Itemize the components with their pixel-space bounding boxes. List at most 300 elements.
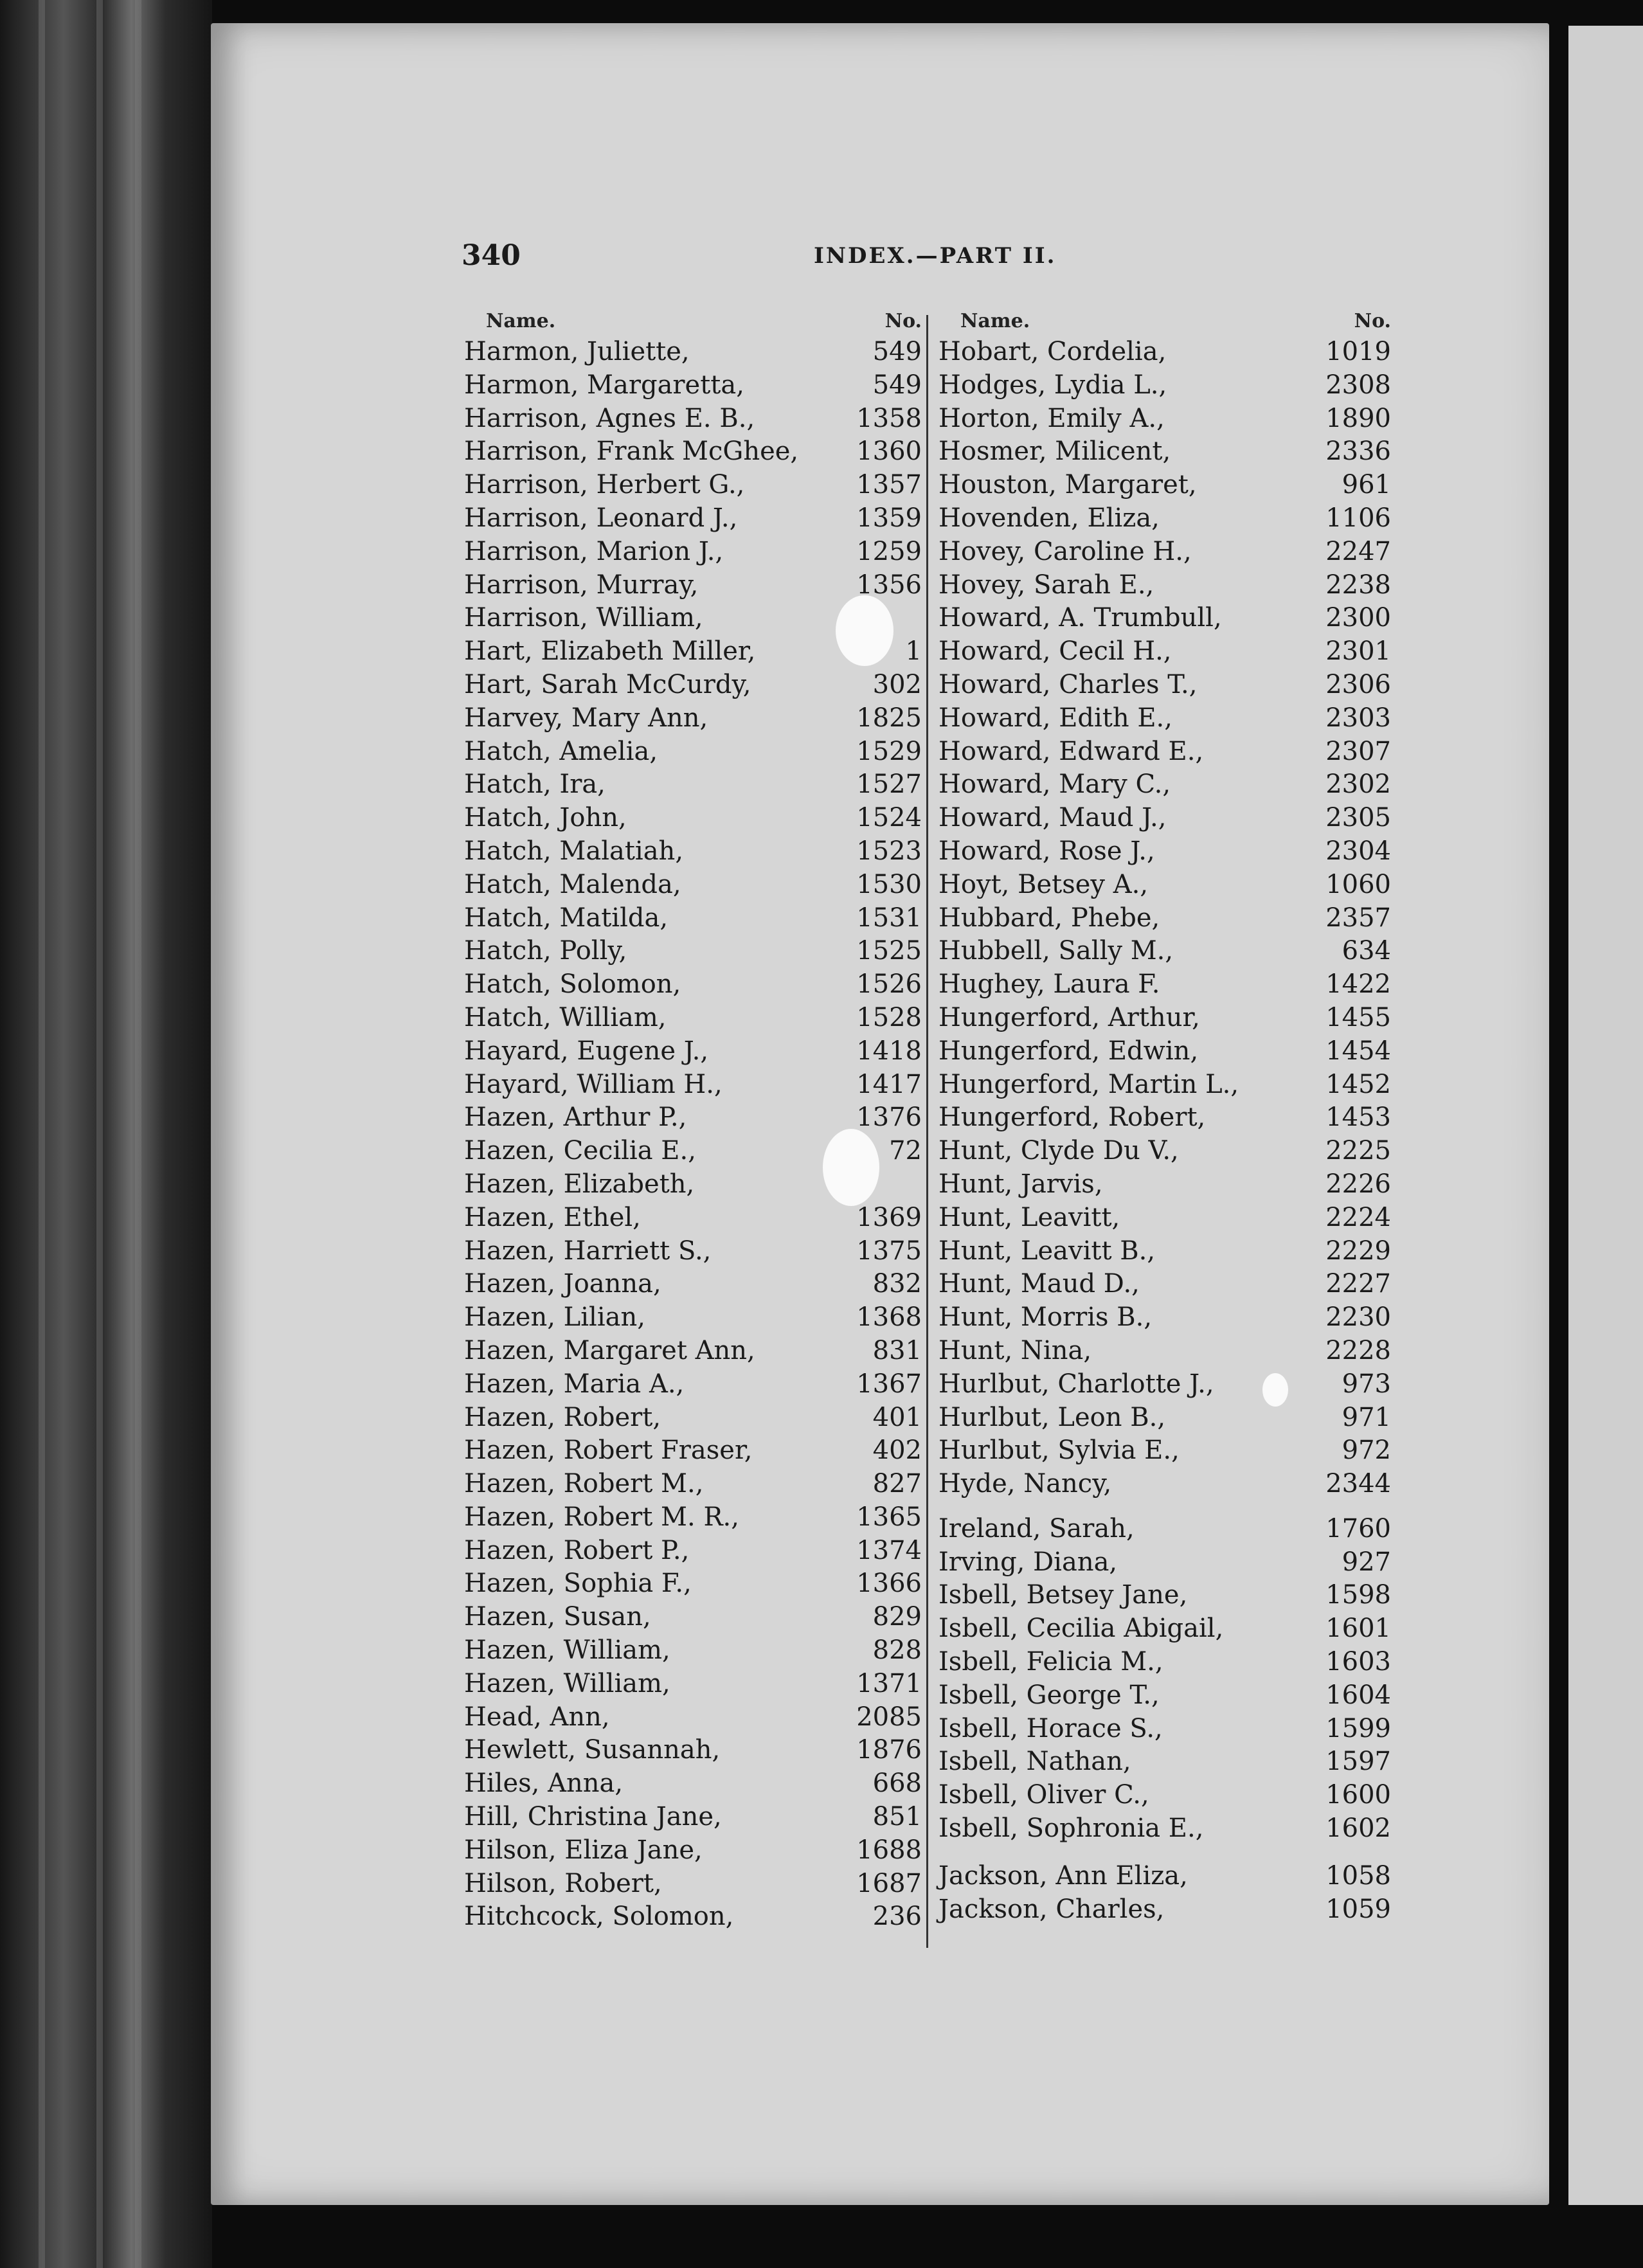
index-list-i [938,1513,1391,1846]
index-entry [938,1168,1391,1202]
entry-name: Hungerford, Edwin, [938,1036,1199,1066]
index-entry [938,869,1391,902]
entry-number: 1060 [1325,869,1391,899]
book-binding-edge [0,0,212,2268]
entry-name: Harrison, Frank McGhee, [464,437,799,467]
entry-number: 1365 [856,1502,922,1532]
facing-page-edge [1568,26,1643,2205]
index-entry [938,502,1391,536]
entry-name: Jackson, Charles, [938,1894,1165,1924]
index-entry [938,1679,1391,1713]
entry-name: Hewlett, Susannah, [464,1735,721,1765]
entry-name: Hurlbut, Leon B., [938,1402,1166,1432]
index-entry [938,1434,1391,1468]
index-entry [938,1068,1391,1102]
entry-number: 927 [1342,1547,1391,1577]
index-entry [938,1002,1391,1035]
index-entry [464,1468,922,1501]
index-entry [464,369,922,402]
binding-strip [135,0,141,2268]
entry-number: 829 [872,1602,922,1632]
entry-name: Hitchcock, Solomon, [464,1902,734,1932]
entry-name: Hill, Christina Jane, [464,1802,722,1832]
index-column-right [938,303,1391,1949]
entry-number: 2228 [1325,1335,1391,1365]
entry-name: Harrison, Agnes E. B., [464,403,755,433]
index-entry [938,369,1391,402]
entry-name: Hazen, Arthur P., [464,1102,687,1133]
entry-name: Hazen, William, [464,1668,670,1698]
entry-name: Hatch, Polly, [464,936,627,966]
entry-name: Hazen, Maria A., [464,1369,685,1399]
entry-name: Hodges, Lydia L., [938,370,1167,400]
index-entry [938,1235,1391,1268]
entry-number: 1876 [856,1735,922,1765]
index-entry [938,768,1391,802]
index-entry [464,1368,922,1401]
entry-number: 1603 [1325,1647,1391,1677]
entry-number: 1526 [856,969,922,1000]
entry-name: Hunt, Clyde Du V., [938,1136,1179,1166]
entry-name: Hatch, Ira, [464,770,606,800]
entry-number: 1527 [856,770,922,800]
entry-number: 1890 [1325,403,1391,433]
entry-number: 1417 [856,1069,922,1099]
index-entry [464,435,922,469]
entry-number: 2227 [1325,1269,1391,1299]
entry-number: 1369 [856,1202,922,1232]
index-entry [938,1401,1391,1435]
entry-name: Hazen, Susan, [464,1602,651,1632]
entry-name: Isbell, Sophronia E., [938,1814,1204,1844]
index-entry [938,1368,1391,1401]
entry-number: 961 [1342,470,1391,500]
index-entry [938,1135,1391,1168]
entry-number: 832 [872,1269,922,1299]
entry-name: Hazen, Elizabeth, [464,1169,695,1199]
entry-name: Hazen, Harriett S., [464,1236,712,1266]
entry-number: 2085 [856,1702,922,1732]
entry-name: Harrison, Murray, [464,570,699,600]
index-entry [938,402,1391,436]
entry-number: 1529 [856,736,922,766]
entry-name: Hiles, Anna, [464,1769,624,1799]
index-entry [464,669,922,702]
index-entry [938,635,1391,669]
index-entry [938,1713,1391,1746]
column-divider [926,315,928,1948]
entry-number: 1375 [856,1236,922,1266]
entry-name: Hungerford, Arthur, [938,1002,1200,1032]
entry-number: 1058 [1325,1860,1391,1891]
entry-name: Head, Ann, [464,1702,610,1732]
entry-name: Isbell, George T., [938,1680,1160,1710]
entry-name: Hunt, Morris B., [938,1302,1153,1333]
index-entry [464,536,922,569]
entry-number: 2302 [1325,770,1391,800]
entry-number: 2301 [1325,636,1391,667]
entry-name: Hatch, Matilda, [464,903,669,933]
index-entry [938,1301,1391,1335]
index-entry [938,1612,1391,1646]
index-entry [464,1101,922,1135]
index-entry [938,1101,1391,1135]
entry-name: Hilson, Robert, [464,1868,662,1898]
index-entry [464,768,922,802]
entry-name: Hazen, Sophia F., [464,1569,692,1599]
entry-name: Howard, A. Trumbull, [938,603,1222,633]
entry-number: 831 [872,1335,922,1365]
entry-number: 1366 [856,1569,922,1599]
entry-number: 1597 [1325,1747,1391,1777]
entry-number: 1598 [1325,1580,1391,1610]
entry-name: Hazen, Robert Fraser, [464,1436,753,1466]
entry-name: Hughey, Laura F. [938,969,1160,1000]
entry-number: 1106 [1325,503,1391,533]
index-entry [464,735,922,769]
index-entry [938,1779,1391,1812]
entry-number: 1019 [1325,337,1391,366]
entry-name: Hatch, John, [464,803,627,833]
index-entry [464,1068,922,1102]
entry-name: Hunt, Maud D., [938,1269,1140,1299]
entry-name: Hurlbut, Sylvia E., [938,1436,1180,1466]
entry-number: 1525 [856,936,922,966]
entry-number: 1059 [1325,1894,1391,1924]
entry-number: 2344 [1325,1469,1391,1499]
entry-number: 2238 [1325,570,1391,600]
index-entry [464,336,922,369]
entry-name: Harvey, Mary Ann, [464,703,708,733]
index-entry [938,1268,1391,1301]
entry-number: 2305 [1325,803,1391,833]
entry-number: 402 [872,1436,922,1466]
entry-name: Jackson, Ann Eliza, [938,1860,1188,1891]
index-entry [464,1401,922,1435]
column-header-name: Name. [486,310,556,332]
index-entry [464,1002,922,1035]
entry-name: Hungerford, Martin L., [938,1069,1239,1099]
entry-name: Harrison, William, [464,603,703,633]
entry-number: 1454 [1325,1036,1391,1066]
entry-number: 1455 [1325,1002,1391,1032]
entry-name: Houston, Margaret, [938,470,1197,500]
index-entry [464,1767,922,1801]
entry-name: Hovey, Sarah E., [938,570,1154,600]
entry-number: 1687 [856,1868,922,1898]
entry-number: 2229 [1325,1236,1391,1266]
entry-name: Harrison, Marion J., [464,536,724,566]
index-entry [938,702,1391,735]
entry-name: Harmon, Margaretta, [464,370,744,400]
entry-number: 668 [872,1769,922,1799]
entry-number: 2226 [1325,1169,1391,1199]
entry-name: Hubbard, Phebe, [938,903,1160,933]
index-entry [938,968,1391,1002]
index-entry [464,835,922,869]
entry-name: Hazen, Robert M., [464,1469,704,1499]
index-entry [464,869,922,902]
index-entry [938,835,1391,869]
entry-name: Horton, Emily A., [938,403,1165,433]
entry-name: Hyde, Nancy, [938,1469,1112,1499]
entry-number: 72 [889,1136,922,1166]
index-entry [464,1301,922,1335]
entry-number: 302 [872,669,922,699]
entry-name: Hazen, Joanna, [464,1269,661,1299]
index-entry [938,1745,1391,1779]
column-header-no: No. [884,310,922,332]
entry-number: 1374 [856,1535,922,1565]
entry-number: 2307 [1325,736,1391,766]
index-entry [938,935,1391,968]
entry-name: Hatch, Malatiah, [464,836,684,866]
entry-name: Howard, Edward E., [938,736,1204,766]
index-entry [464,1501,922,1534]
index-list-h [938,336,1391,1501]
entry-number: 2336 [1325,437,1391,467]
entry-name: Hungerford, Robert, [938,1102,1206,1133]
entry-number: 827 [872,1469,922,1499]
entry-name: Hazen, Robert M. R., [464,1502,739,1532]
entry-number: 1367 [856,1369,922,1399]
entry-number: 972 [1342,1436,1391,1466]
index-list-j [938,1860,1391,1927]
index-entry [938,735,1391,769]
entry-number: 2306 [1325,669,1391,699]
entry-name: Isbell, Nathan, [938,1747,1131,1777]
entry-number: 2303 [1325,703,1391,733]
index-entry [464,1202,922,1235]
section-gap [938,1846,1391,1860]
entry-name: Howard, Rose J., [938,836,1155,866]
entry-name: Harmon, Juliette, [464,337,690,366]
index-entry [464,1035,922,1068]
index-entry [938,1646,1391,1679]
index-entry [464,635,922,669]
entry-number: 1452 [1325,1069,1391,1099]
entry-number: 1600 [1325,1780,1391,1810]
index-entry [464,968,922,1002]
entry-name: Hart, Elizabeth Miller, [464,636,756,667]
entry-number: 549 [872,370,922,400]
entry-number: 828 [872,1635,922,1666]
index-entry [464,602,922,635]
entry-number: 2308 [1325,370,1391,400]
entry-name: Hosmer, Milicent, [938,437,1171,467]
entry-number: 1376 [856,1102,922,1133]
entry-name: Howard, Maud J., [938,803,1167,833]
entry-number: 973 [1342,1369,1391,1399]
index-entry [938,1893,1391,1927]
entry-name: Hazen, Robert P., [464,1535,690,1565]
index-entry [938,1335,1391,1368]
entry-name: Isbell, Betsey Jane, [938,1580,1188,1610]
entry-number: 634 [1342,936,1391,966]
binding-strip [96,0,103,2268]
index-entry [464,1534,922,1568]
entry-number: 1358 [856,403,922,433]
index-entry [464,1335,922,1368]
entry-name: Hobart, Cordelia, [938,337,1167,366]
entry-name: Hayard, Eugene J., [464,1036,709,1066]
index-entry [938,902,1391,935]
index-entry [938,1202,1391,1235]
index-column-left [464,303,922,1949]
entry-name: Hazen, William, [464,1635,670,1666]
entry-number: 1418 [856,1036,922,1066]
entry-name: Hazen, Ethel, [464,1202,641,1232]
entry-name: Hayard, William H., [464,1069,723,1099]
index-entry [938,1579,1391,1612]
index-entry [464,1701,922,1734]
entry-number: 401 [872,1402,922,1432]
entry-name: Howard, Charles T., [938,669,1198,699]
entry-name: Hunt, Jarvis, [938,1169,1103,1199]
index-entry [464,1168,922,1202]
index-entry [464,935,922,968]
entry-name: Hatch, Malenda, [464,869,681,899]
page-header [462,239,1391,278]
entry-number: 1453 [1325,1102,1391,1133]
column-header-no: No. [1354,310,1391,332]
entry-number: 1422 [1325,969,1391,1000]
index-entry [464,1734,922,1767]
index-entry [464,1601,922,1634]
entry-number: 236 [872,1902,922,1932]
entry-name: Irving, Diana, [938,1547,1118,1577]
entry-name: Hilson, Eliza Jane, [464,1835,703,1865]
column-header-name: Name. [960,310,1030,332]
index-entry [464,1900,922,1934]
entry-name: Hatch, Solomon, [464,969,681,1000]
entry-name: Isbell, Horace S., [938,1713,1163,1743]
entry-number: 1530 [856,869,922,899]
running-head: INDEX.—PART II. [814,243,1057,269]
index-entry [464,402,922,436]
index-entry [938,1860,1391,1893]
entry-number: 1524 [856,803,922,833]
entry-name: Hunt, Nina, [938,1335,1092,1365]
index-entry [938,602,1391,635]
entry-name: Hovey, Caroline H., [938,536,1192,566]
index-entry [938,435,1391,469]
entry-name: Hovenden, Eliza, [938,503,1160,533]
entry-number: 1688 [856,1835,922,1865]
index-entry [938,1812,1391,1846]
entry-number: 971 [1342,1402,1391,1432]
index-entry [938,669,1391,702]
entry-number: 1356 [856,570,922,600]
entry-number: 549 [872,337,922,366]
entry-name: Hart, Sarah McCurdy, [464,669,751,699]
entry-name: Howard, Cecil H., [938,636,1172,667]
entry-name: Harrison, Herbert G., [464,470,745,500]
entry-name: Isbell, Cecilia Abigail, [938,1614,1224,1644]
entry-number: 1825 [856,703,922,733]
entry-name: Isbell, Oliver C., [938,1780,1149,1810]
entry-name: Hazen, Lilian, [464,1302,645,1333]
index-entry [938,1546,1391,1580]
entry-number: 2230 [1325,1302,1391,1333]
index-entry [464,502,922,536]
entry-number: 1371 [856,1668,922,1698]
index-entry [938,569,1391,602]
index-entry [464,1801,922,1834]
entry-number: 1357 [856,470,922,500]
index-entry [464,569,922,602]
index-entry [938,802,1391,835]
index-entry [464,469,922,502]
entry-name: Hatch, Amelia, [464,736,658,766]
entry-name: Ireland, Sarah, [938,1513,1135,1544]
entry-number: 1604 [1325,1680,1391,1710]
column-header [938,303,1391,336]
entry-number: 1599 [1325,1713,1391,1743]
entry-number: 1359 [856,503,922,533]
index-entry [464,1235,922,1268]
index-list-left [464,336,922,1934]
entry-name: Hatch, William, [464,1002,667,1032]
index-entry [938,336,1391,369]
entry-number: 1760 [1325,1513,1391,1544]
entry-number: 1523 [856,836,922,866]
column-header [464,303,922,336]
entry-name: Hazen, Cecilia E., [464,1136,696,1166]
index-entry [938,536,1391,569]
index-entry [464,1634,922,1668]
entry-number: 1259 [856,536,922,566]
entry-number: 1601 [1325,1614,1391,1644]
index-entry [938,469,1391,502]
index-entry [464,1868,922,1901]
page-number: 340 [462,239,521,272]
entry-name: Hazen, Margaret Ann, [464,1335,755,1365]
entry-number: 1531 [856,903,922,933]
binding-strip [39,0,45,2268]
entry-name: Hubbell, Sally M., [938,936,1174,966]
index-entry [464,802,922,835]
entry-name: Hunt, Leavitt, [938,1202,1120,1232]
entry-number: 1602 [1325,1814,1391,1844]
entry-number: 1360 [856,437,922,467]
entry-number: 2357 [1325,903,1391,933]
index-entry [464,702,922,735]
entry-number: 2304 [1325,836,1391,866]
entry-number: 1368 [856,1302,922,1333]
entry-number: 1 [905,636,922,667]
entry-number: 2247 [1325,536,1391,566]
index-entry [938,1035,1391,1068]
index-entry [464,1135,922,1168]
entry-number: 2225 [1325,1136,1391,1166]
index-entry [938,1513,1391,1546]
entry-name: Harrison, Leonard J., [464,503,738,533]
entry-number: 2224 [1325,1202,1391,1232]
index-entry [464,1668,922,1701]
entry-number: 1528 [856,1002,922,1032]
entry-name: Howard, Mary C., [938,770,1171,800]
entry-name: Hunt, Leavitt B., [938,1236,1156,1266]
entry-name: Isbell, Felicia M., [938,1647,1163,1677]
index-entry [464,1268,922,1301]
section-gap [938,1501,1391,1513]
index-entry [938,1468,1391,1501]
index-entry [464,1834,922,1868]
entry-name: Hurlbut, Charlotte J., [938,1369,1214,1399]
index-entry [464,1567,922,1601]
entry-name: Hazen, Robert, [464,1402,661,1432]
